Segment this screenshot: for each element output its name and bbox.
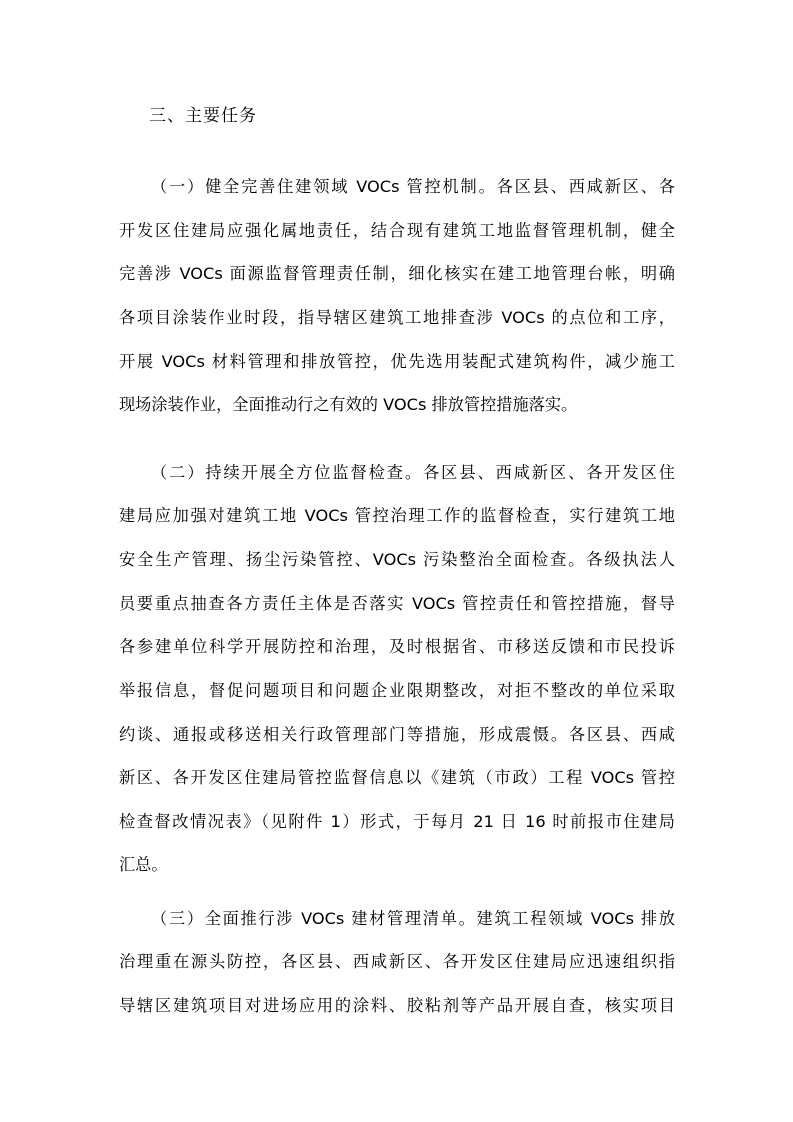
text-line: 建局应加强对建筑工地 VOCs 管控治理工作的监督检查，实行建筑工地 [119,506,675,525]
text-line: 开发区住建局应强化属地责任，结合现有建筑工地监督管理机制，健全 [119,221,675,240]
section-heading: 三、主要任务 [149,106,257,126]
text-line: 汇总。 [119,855,168,874]
text-line: 员要重点抽查各方责任主体是否落实 VOCs 管控责任和管控措施，督导 [119,594,675,613]
text-line: 各参建单位科学开展防控和治理，及时根据省、市移送反馈和市民投诉 [119,637,675,656]
text-line: （一）健全完善住建领域 VOCs 管控机制。各区县、西咸新区、各 [151,177,675,196]
text-line: 安全生产管理、扬尘污染管控、VOCs 污染整治全面检查。各级执法人 [119,550,675,569]
text-line: 各项目涂装作业时段，指导辖区建筑工地排查涉 VOCs 的点位和工序， [119,308,675,327]
text-line: 治理重在源头防控，各区县、西咸新区、各开发区住建局应迅速组织指 [119,952,675,971]
text-line: 完善涉 VOCs 面源监督管理责任制，细化核实在建工地管理台帐，明确 [119,264,675,283]
text-line: 新区、各开发区住建局管控监督信息以《建筑（市政）工程 VOCs 管控 [119,768,675,787]
text-line: （三）全面推行涉 VOCs 建材管理清单。建筑工程领域 VOCs 排放 [151,909,675,928]
text-line: 约谈、通报或移送相关行政管理部门等措施，形成震慑。各区县、西咸 [119,725,675,744]
text-line: 导辖区建筑项目对进场应用的涂料、胶粘剂等产品开展自查，核实项目 [119,996,675,1015]
text-line: 现场涂装作业，全面推动行之有效的 VOCs 排放管控措施落实。 [119,395,578,414]
text-line: 开展 VOCs 材料管理和排放管控，优先选用装配式建筑构件，减少施工 [119,352,675,371]
text-line: 举报信息，督促问题项目和问题企业限期整改，对拒不整改的单位采取 [119,681,675,700]
text-line: 检查督改情况表》（见附件 1）形式，于每月 21 日 16 时前报市住建局 [119,812,675,831]
text-line: （二）持续开展全方位监督检查。各区县、西咸新区、各开发区住 [151,463,675,482]
